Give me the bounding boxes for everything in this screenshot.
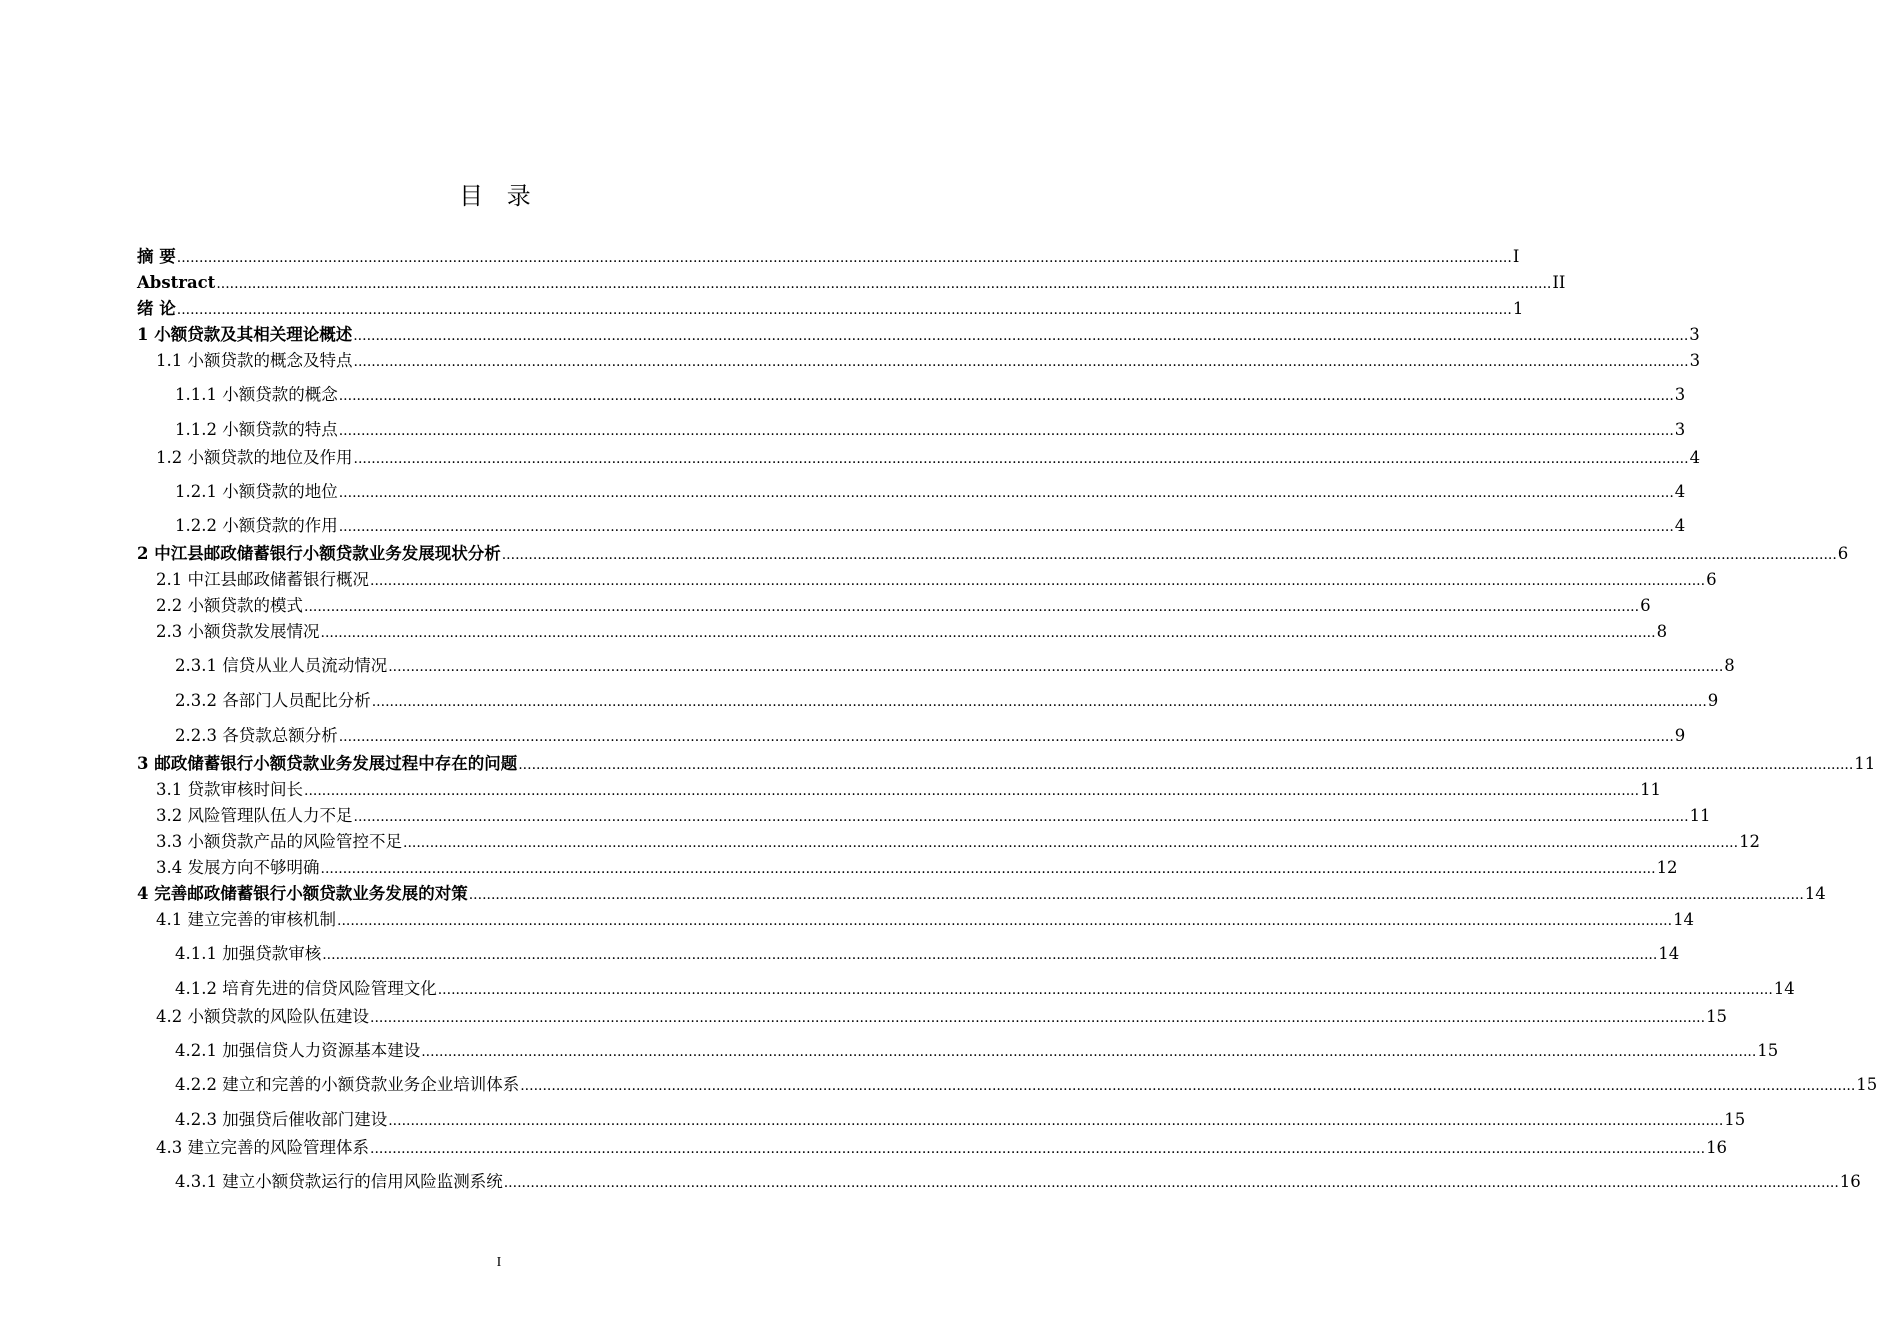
toc-entry-page: 15 — [1856, 1075, 1877, 1094]
toc-leader-dots: ............................................................................................................................................................................................................................................................................................................ — [388, 659, 1724, 675]
toc-entry-page: 14 — [1773, 979, 1795, 998]
toc-entry-label: 2.1 中江县邮政储蓄银行概况 — [156, 570, 369, 589]
toc-entry-label: 1.2.1 小额贷款的地位 — [175, 482, 338, 501]
toc-entry[interactable] — [175, 420, 1686, 441]
toc-entry-page: 6 — [1837, 544, 1849, 563]
toc-entry[interactable] — [137, 325, 1700, 346]
toc-entry[interactable] — [156, 1138, 1728, 1159]
toc-entry[interactable] — [175, 656, 1735, 677]
toc-leader-dots: ............................................................................................................................................................................................................................................................................................................ — [322, 947, 1658, 963]
toc-leader-dots: ............................................................................................................................................................................................................................................................................................................ — [371, 694, 1707, 710]
toc-leader-dots: ............................................................................................................................................................................................................................................................................................................ — [370, 1010, 1706, 1026]
toc-entry-label: 2.3 小额贷款发展情况 — [156, 622, 320, 641]
toc-entry[interactable] — [175, 979, 1795, 1000]
toc-leader-dots: ............................................................................................................................................................................................................................................................................................................ — [353, 328, 1689, 344]
toc-leader-dots: ............................................................................................................................................................................................................................................................................................................ — [338, 423, 1674, 439]
toc-entry-label: 2 中江县邮政储蓄银行小额贷款业务发展现状分析 — [137, 544, 501, 563]
toc-entry[interactable] — [175, 691, 1719, 712]
toc-entry-label: 1.2 小额贷款的地位及作用 — [156, 448, 353, 467]
toc-leader-dots: ............................................................................................................................................................................................................................................................................................................ — [338, 519, 1674, 535]
toc-entry-page: 8 — [1724, 656, 1735, 675]
toc-entry-page: II — [1552, 273, 1566, 292]
toc-entry-page: 1 — [1512, 299, 1524, 318]
toc-entry[interactable] — [137, 884, 1826, 905]
toc-entry-label: 4.3 建立完善的风险管理体系 — [156, 1138, 369, 1157]
toc-entry-label: 4.3.1 建立小额贷款运行的信用风险监测系统 — [175, 1172, 503, 1191]
footer-page-number: I — [496, 1255, 502, 1270]
toc-entry[interactable] — [175, 1075, 1877, 1096]
toc-entry-label: 1 小额贷款及其相关理论概述 — [137, 325, 353, 344]
toc-entry-page: 3 — [1674, 420, 1686, 439]
toc-leader-dots: ............................................................................................................................................................................................................................................................................................................ — [468, 887, 1804, 903]
toc-entry-label: 4.2.3 加强贷后催收部门建设 — [175, 1110, 388, 1129]
toc-entry-page: 3 — [1689, 351, 1701, 370]
toc-entry-page: 11 — [1689, 806, 1711, 825]
toc-leader-dots: ............................................................................................................................................................................................................................................................................................................ — [304, 783, 1640, 799]
toc-entry[interactable] — [175, 944, 1680, 965]
toc-entry-page: 16 — [1839, 1172, 1861, 1191]
toc-entry-label: 2.2 小额贷款的模式 — [156, 596, 303, 615]
toc-entry-label: 摘 要 — [137, 247, 176, 266]
toc-entry-label: 2.3.2 各部门人员配比分析 — [175, 691, 371, 710]
toc-entry[interactable] — [175, 1172, 1861, 1193]
toc-entry-page: 6 — [1706, 570, 1717, 589]
toc-entry[interactable] — [175, 482, 1686, 503]
toc-entry-page: 11 — [1640, 780, 1662, 799]
toc-leader-dots: ............................................................................................................................................................................................................................................................................................................ — [320, 861, 1656, 877]
toc-entry-page: 6 — [1640, 596, 1651, 615]
toc-entry-page: I — [1512, 247, 1520, 266]
toc-entry-page: 11 — [1854, 754, 1876, 773]
toc-leader-dots: ............................................................................................................................................................................................................................................................................................................ — [388, 1113, 1724, 1129]
toc-entry[interactable] — [156, 596, 1651, 617]
toc-entry-label: 3 邮政储蓄银行小额贷款业务发展过程中存在的问题 — [137, 754, 518, 773]
toc-entry[interactable] — [156, 780, 1662, 801]
toc-leader-dots: ............................................................................................................................................................................................................................................................................................................ — [353, 354, 1689, 370]
toc-entry[interactable] — [156, 622, 1668, 643]
toc-entry-page: 12 — [1739, 832, 1761, 851]
toc-leader-dots: ............................................................................................................................................................................................................................................................................................................ — [338, 729, 1674, 745]
toc-leader-dots: ............................................................................................................................................................................................................................................................................................................ — [338, 485, 1674, 501]
toc-leader-dots: ............................................................................................................................................................................................................................................................................................................ — [320, 625, 1656, 641]
toc-leader-dots: ............................................................................................................................................................................................................................................................................................................ — [304, 599, 1640, 615]
toc-entry[interactable] — [156, 570, 1717, 591]
toc-leader-dots: ............................................................................................................................................................................................................................................................................................................ — [337, 913, 1673, 929]
toc-entry[interactable] — [156, 448, 1701, 469]
toc-leader-dots: ............................................................................................................................................................................................................................................................................................................ — [353, 809, 1689, 825]
toc-leader-dots: ............................................................................................................................................................................................................................................................................................................ — [520, 1078, 1856, 1094]
toc-entry-page: 4 — [1689, 448, 1701, 467]
toc-entry-page: 14 — [1658, 944, 1680, 963]
toc-entry[interactable] — [175, 1110, 1746, 1131]
toc-leader-dots: ............................................................................................................................................................................................................................................................................................................ — [370, 573, 1706, 589]
toc-leader-dots: ............................................................................................................................................................................................................................................................................................................ — [501, 547, 1837, 563]
toc-entry-label: 4.1.2 培育先进的信贷风险管理文化 — [175, 979, 437, 998]
toc-entry[interactable] — [156, 910, 1695, 931]
toc-entry-label: 3.1 贷款审核时间长 — [156, 780, 303, 799]
toc-entry-label: 4.2 小额贷款的风险队伍建设 — [156, 1007, 369, 1026]
toc-entry[interactable] — [156, 806, 1711, 827]
toc-entry-page: 9 — [1707, 691, 1719, 710]
toc-entry-label: 3.3 小额贷款产品的风险管控不足 — [156, 832, 402, 851]
toc-leader-dots: ............................................................................................................................................................................................................................................................................................................ — [421, 1044, 1757, 1060]
toc-leader-dots: ............................................................................................................................................................................................................................................................................................................ — [503, 1175, 1839, 1191]
toc-leader-dots: ............................................................................................................................................................................................................................................................................................................ — [403, 835, 1739, 851]
toc-entry[interactable] — [175, 516, 1686, 537]
toc-entry-label: 2.3.1 信贷从业人员流动情况 — [175, 656, 388, 675]
toc-entry-label: 4.2.1 加强信贷人力资源基本建设 — [175, 1041, 421, 1060]
toc-entry-page: 14 — [1673, 910, 1695, 929]
toc-entry-label: 1.1 小额贷款的概念及特点 — [156, 351, 353, 370]
toc-entry[interactable] — [156, 858, 1678, 879]
toc-entry-label: 4.1 建立完善的审核机制 — [156, 910, 336, 929]
toc-entry-page: 4 — [1674, 516, 1686, 535]
toc-entry-page: 15 — [1724, 1110, 1746, 1129]
toc-leader-dots: ............................................................................................................................................................................................................................................................................................................ — [176, 302, 1512, 318]
toc-entry[interactable] — [175, 1041, 1779, 1062]
toc-entry-page: 12 — [1656, 858, 1678, 877]
toc-entry-page: 9 — [1674, 726, 1686, 745]
toc-entry[interactable] — [156, 351, 1701, 372]
toc-entry-label: Abstract — [137, 273, 216, 292]
toc-leader-dots: ............................................................................................................................................................................................................................................................................................................ — [338, 388, 1674, 404]
toc-entry-page: 3 — [1674, 385, 1686, 404]
toc-entry-label: 3.4 发展方向不够明确 — [156, 858, 320, 877]
toc-entry-page: 16 — [1706, 1138, 1728, 1157]
toc-entry-label: 2.2.3 各贷款总额分析 — [175, 726, 338, 745]
toc-entry-page: 15 — [1757, 1041, 1779, 1060]
toc-entry-page: 8 — [1656, 622, 1668, 641]
toc-entry-page: 3 — [1689, 325, 1700, 344]
toc-entry[interactable] — [137, 247, 1520, 268]
toc-entry[interactable] — [175, 385, 1686, 406]
toc-entry-label: 4.1.1 加强贷款审核 — [175, 944, 322, 963]
toc-entry[interactable] — [137, 544, 1849, 565]
toc-leader-dots: ............................................................................................................................................................................................................................................................................................................ — [370, 1141, 1706, 1157]
toc-leader-dots: ............................................................................................................................................................................................................................................................................................................ — [353, 451, 1689, 467]
toc-entry-page: 4 — [1674, 482, 1686, 501]
toc-entry[interactable] — [175, 726, 1686, 747]
page-title: 目 录 — [459, 182, 539, 210]
toc-leader-dots: ............................................................................................................................................................................................................................................................................................................ — [437, 982, 1773, 998]
toc-entry-label: 4 完善邮政储蓄银行小额贷款业务发展的对策 — [137, 884, 468, 903]
toc-entry[interactable] — [137, 273, 1566, 294]
toc-entry-label: 绪 论 — [137, 299, 176, 318]
toc-entry-label: 1.1.2 小额贷款的特点 — [175, 420, 338, 439]
toc-entry-label: 3.2 风险管理队伍人力不足 — [156, 806, 353, 825]
toc-leader-dots: ............................................................................................................................................................................................................................................................................................................ — [176, 250, 1512, 266]
toc-entry-label: 4.2.2 建立和完善的小额贷款业务企业培训体系 — [175, 1075, 520, 1094]
toc-entry[interactable] — [156, 832, 1761, 853]
toc-entry[interactable] — [156, 1007, 1728, 1028]
toc-entry[interactable] — [137, 299, 1524, 320]
toc-leader-dots: ............................................................................................................................................................................................................................................................................................................ — [518, 757, 1854, 773]
toc-entry-label: 1.1.1 小额贷款的概念 — [175, 385, 338, 404]
toc-leader-dots: ............................................................................................................................................................................................................................................................................................................ — [216, 276, 1552, 292]
toc-entry-page: 15 — [1706, 1007, 1728, 1026]
toc-entry-label: 1.2.2 小额贷款的作用 — [175, 516, 338, 535]
toc-entry[interactable] — [137, 754, 1876, 775]
toc-entry-page: 14 — [1804, 884, 1826, 903]
